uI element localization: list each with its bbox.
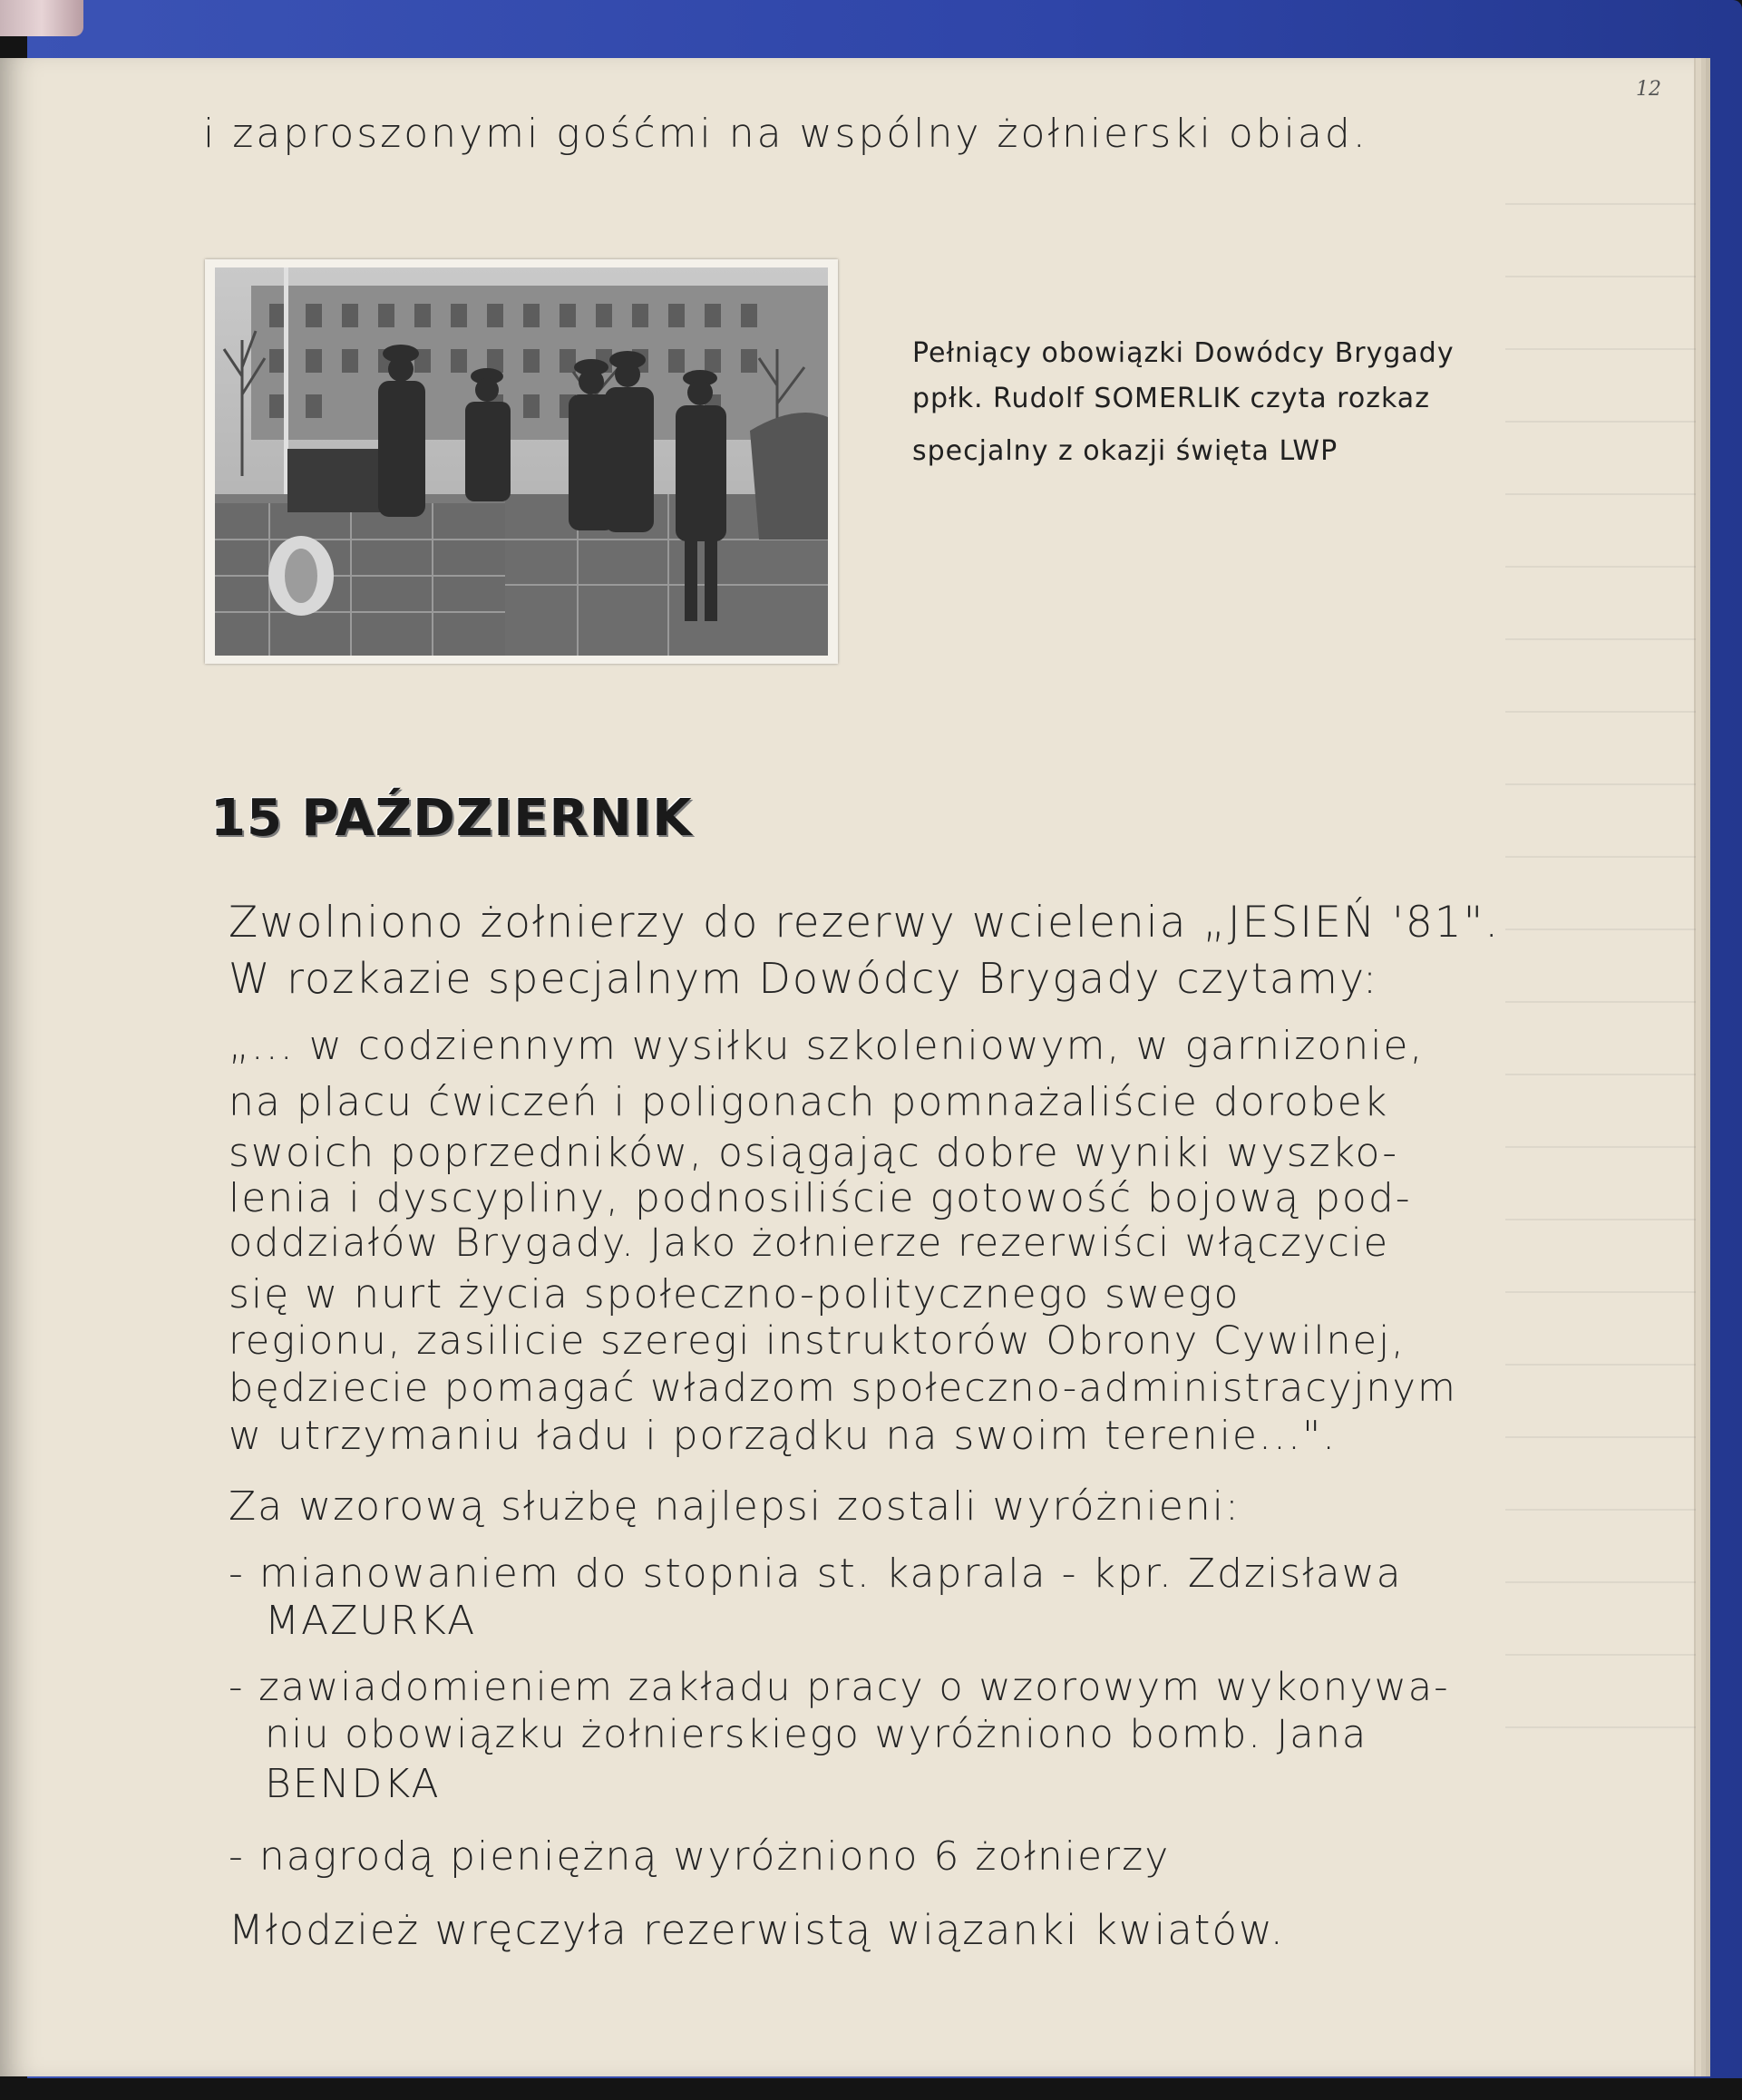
body-line: W rozkazie specjalnym Dowódcy Brygady czytamy: [229,954,1379,1003]
photo-caption-line: specjalny z okazji święta LWP [912,435,1338,467]
body-line: Młodzież wręczyła rezerwistą wiązanki kwiatów. [229,1906,1285,1954]
body-line: niu obowiązku żołnierskiego wyróżniono bomb. Jana [265,1712,1368,1757]
body-line: „... w codziennym wysiłku szkoleniowym, w garnizonie, [229,1023,1425,1069]
binding-edge [0,0,83,36]
body-line: na placu ćwiczeń i poligonach pomnażaliście dorobek [229,1079,1389,1125]
photo-caption-line: ppłk. Rudolf SOMERLIK czyta rozkaz [912,383,1430,414]
body-line: - mianowaniem do stopnia st. kaprala - kpr. Zdzisława [229,1551,1403,1597]
body-line: - zawiadomieniem zakładu pracy o wzorowym wykonywa- [229,1665,1450,1710]
body-line: lenia i dyscypliny, podnosiliście gotowość bojową pod- [229,1175,1412,1221]
body-line: MAZURKA [265,1598,477,1644]
section-heading: 15 PAŹDZIERNIK [210,789,693,848]
body-line: będziecie pomagać władzom społeczno-administracyjnym [229,1366,1457,1411]
ceremony-photo [215,267,828,656]
body-line: się w nurt życia społeczno-politycznego swego [229,1271,1241,1317]
photo-caption-line: Pełniący obowiązki Dowódcy Brygady [912,337,1455,369]
body-line: Zwolniono żołnierzy do rezerwy wcielenia „JESIEŃ '81". [229,898,1501,948]
photograph [205,259,838,664]
body-line: Za wzorową służbę najlepsi zostali wyróżnieni: [229,1483,1241,1530]
body-line: oddziałów Brygady. Jako żołnierze rezerwiści włączycie [229,1220,1390,1266]
intro-line: i zaproszonymi gośćmi na wspólny żołnierski obiad. [203,111,1368,157]
body-line: w utrzymaniu ładu i porządku na swoim terenie...". [229,1413,1338,1459]
body-line: swoich poprzedników, osiągając dobre wyniki wyszko- [229,1130,1399,1176]
page-number: 12 [1636,78,1661,101]
body-line: regionu, zasilicie szeregi instruktorów Obrony Cywilnej, [229,1318,1406,1364]
body-line: - nagrodą pieniężną wyróżniono 6 żołnierzy [229,1833,1171,1880]
show-through-text [1505,167,1696,1799]
body-line: BENDKA [265,1761,441,1807]
